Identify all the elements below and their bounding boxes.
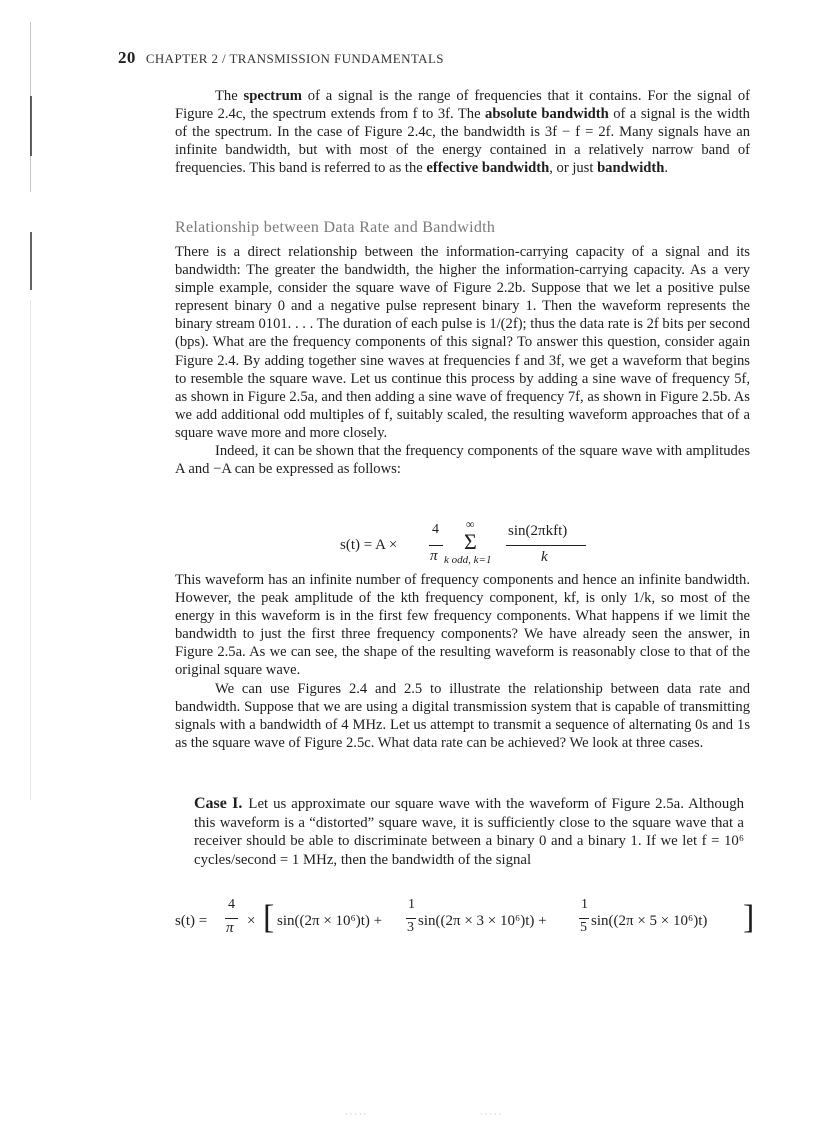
term-bandwidth: bandwidth (597, 160, 665, 177)
case-one: Case I. Let us approximate our square wave with the waveform of Figure 2.5a. Although this waveform is a “distorted” square wave, it is sufficiently close to the square wave that a receiver should be able to discriminate between a binary 0 and a binary 1. If we let f = 10⁶ cycles/second = 1 MHz, then the bandwidth of the signal (194, 795, 745, 868)
paragraph-spectrum: The spectrum of a signal is the range of frequencies that it contains. For the signal of Figure 2.4c, the spectrum extends from f to 3f. The absolute bandwidth of a signal is the width of the spectrum. In the case of Figure 2.4c, the bandwidth is 3f − f = 2f. Many signals have an infinite bandwidth, but with most of the energy contained in a relatively narrow band of frequencies. This band is referred to as the effective bandwidth, or just bandwidth. (175, 88, 750, 177)
case-one-formula: s(t) = 4 π × [ sin((2π × 10⁶)t) + 1 3 sin((2π × 3 × 10⁶)t) + 1 5 sin((2π × 5 × 10⁶)t) ] (175, 897, 755, 936)
scan-edge-mark (30, 232, 32, 290)
page-number: 20 (118, 48, 136, 67)
term-effective-bandwidth: effective bandwidth (426, 160, 550, 177)
paragraph-infinite-bandwidth: This waveform has an infinite number of frequency components and hence an infinite bandwidth. However, the peak amplitude of the kth frequency component, kf, is only 1/k, so most of the energy in this waveform is in the first few frequency components. What happens if we limit the bandwidth to just the first three frequency components? We have already seen the answer, in Figure 2.5a. As we can see, the shape of the resulting waveform is reasonably close to that of the original square wave. We can use Figures 2.4 and 2.5 to illustrate the relationship between data rate and bandwidth. Suppose that we are using a digital transmission system that is capable of transmitting signals with a bandwidth of 4 MHz. Let us attempt to transmit a sequence of alternating 0s and 1s as the square wave of Figure 2.5c. What data rate can be achieved? We look at three cases. (175, 572, 750, 751)
scan-edge-mark (30, 96, 32, 156)
scan-artifact: · · · · · (345, 1110, 367, 1119)
term-absolute-bandwidth: absolute bandwidth (485, 106, 609, 123)
running-header (118, 48, 444, 68)
running-title: CHAPTER 2 / TRANSMISSION FUNDAMENTALS (145, 51, 444, 66)
section-heading: Relationship between Data Rate and Bandwidth (175, 219, 496, 236)
square-wave-formula: s(t) = A × 4 π ∞ Σ k odd, k=1 sin(2πkft) k (340, 519, 600, 571)
paragraph-relationship: There is a direct relationship between the information-carrying capacity of a signal and its bandwidth: The greater the bandwidth, the higher the information-carrying capacity. As a very simple example, consider the square wave of Figure 2.2b. Suppose that we let a positive pulse represent binary 0 and a negative pulse represent binary 1. Then the waveform represents the binary stream 0101. . . . The duration of each pulse is 1/(2f); thus the data rate is 2f bits per second (bps). What are the frequency components of this signal? To answer this question, consider again Figure 2.4. By adding together sine waves at frequencies f and 3f, we get a waveform that begins to resemble the square wave. Let us continue this process by adding a sine wave of frequency 5f, as shown in Figure 2.5a, and then adding a sine wave of frequency 7f, as shown in Figure 2.5b. As we add additional odd multiples of f, suitably scaled, the resulting waveform approaches that of a square wave more and more closely. Indeed, it can be shown that the frequency components of the square wave with amplitudes A and −A can be expressed as follows: (175, 244, 750, 478)
scan-edge-line (30, 300, 31, 800)
term-spectrum: spectrum (243, 88, 302, 104)
case-label: Case I. (194, 795, 243, 812)
scan-artifact: · · · · · (480, 1110, 502, 1119)
